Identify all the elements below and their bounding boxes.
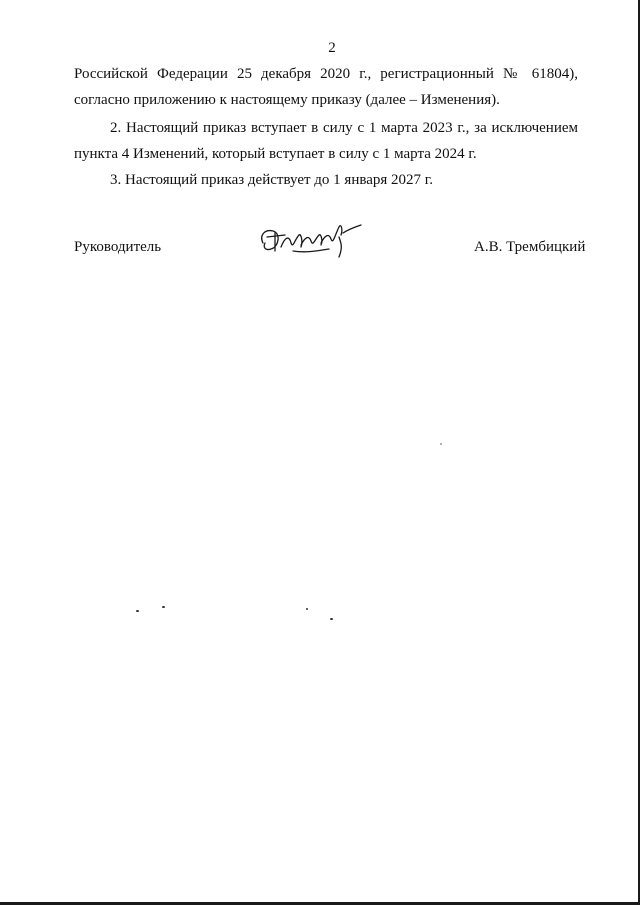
scan-speck <box>136 610 139 612</box>
scan-speck <box>162 606 165 608</box>
scan-speck <box>306 608 308 610</box>
handwritten-signature <box>255 213 365 263</box>
scan-speck <box>330 618 333 620</box>
scan-speck <box>440 443 442 445</box>
signatory-role: Руководитель <box>74 239 162 255</box>
paragraph-2-line-1: 2. Настоящий приказ вступает в силу с 1 марта 2023 г., за исключением <box>110 120 578 136</box>
paragraph-3: 3. Настоящий приказ действует до 1 января 2027 г. <box>110 172 433 188</box>
paragraph-1-line-2: согласно приложению к настоящему приказу (далее – Изменения). <box>74 92 500 108</box>
page-number: 2 <box>328 40 336 56</box>
signatory-name: А.В. Трембицкий <box>474 239 586 255</box>
paragraph-1-line-1: Российской Федерации 25 декабря 2020 г., регистрационный № 61804), <box>74 66 578 82</box>
paragraph-2-line-2: пункта 4 Изменений, который вступает в силу с 1 марта 2024 г. <box>74 146 477 162</box>
